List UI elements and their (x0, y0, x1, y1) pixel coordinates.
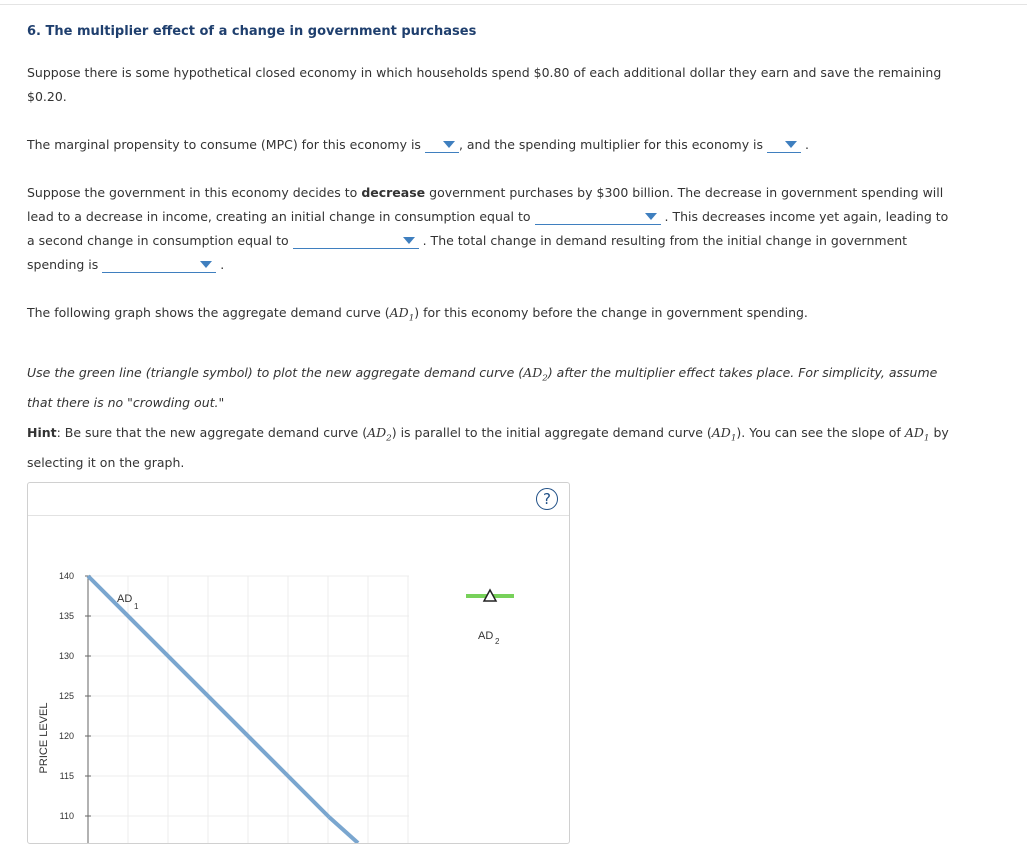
graph-panel (27, 482, 570, 844)
y-tick-label: 125 (58, 691, 74, 701)
top-divider (0, 4, 1027, 5)
chevron-down-icon (443, 141, 455, 148)
chevron-down-icon (785, 141, 797, 148)
instr-text-1: Use the green line (triangle symbol) to plot the new aggregate demand curve ( (27, 365, 524, 380)
hint-paragraph (27, 421, 957, 475)
ad1-curve-extension (329, 817, 358, 843)
instr-text-2: ) after the multiplier effect takes place. For simplicity, assume that there is no "crowding out." (27, 365, 938, 410)
multiplier-text: , and the spending multiplier for this economy is (458, 137, 764, 152)
chevron-down-icon (645, 213, 657, 220)
mpc-dropdown[interactable] (425, 137, 459, 153)
ad2-legend-label-sub: 2 (495, 637, 500, 646)
y-tick-label: 130 (58, 651, 74, 661)
intro-paragraph (27, 61, 957, 109)
gov-bold-decrease: decrease (361, 185, 426, 200)
hint-text-4: by selecting it on the graph. (27, 425, 949, 470)
ad1-math: $AD_1$ (904, 425, 930, 444)
ad2-math: $AD_2$ (523, 365, 548, 384)
gov-text-3: . This decreases income yet again, leading to a second change in consumption equal to (27, 209, 949, 248)
graph-desc-text-2: ) for this economy before the change in government spending. (414, 305, 808, 320)
graph-canvas[interactable] (28, 483, 569, 843)
government-paragraph (27, 181, 957, 277)
period: . (220, 257, 225, 272)
y-tick-label: 120 (58, 731, 74, 741)
ad1-curve-label-sub: 1 (134, 602, 139, 611)
intro-text: Suppose there is some hypothetical closed economy in which households spend $0.80 of each additional dollar they earn and save the remaining $0.20. (27, 65, 942, 104)
hint-label: Hint (27, 425, 57, 440)
gov-text-4: . The total change in demand resulting from the initial change in government spending is (27, 233, 908, 272)
y-tick-label: 135 (58, 611, 74, 621)
hint-text-3: ). You can see the slope of (736, 425, 901, 440)
y-axis-label: PRICE LEVEL (38, 702, 50, 774)
ad1-math: $AD_1$ (389, 305, 415, 324)
y-tick-label: 140 (58, 571, 74, 581)
ad1-math: $AD_1$ (711, 425, 737, 444)
period: . (805, 137, 809, 152)
initial-consumption-dropdown[interactable] (535, 209, 661, 225)
hint-text-1: : Be sure that the new aggregate demand curve ( (56, 425, 368, 440)
chevron-down-icon (200, 261, 212, 268)
y-tick-label: 110 (59, 811, 74, 821)
graph-description (27, 301, 957, 331)
y-tick-labels (59, 571, 74, 821)
mpc-sentence (27, 133, 957, 157)
second-consumption-dropdown[interactable] (293, 233, 419, 249)
question-title: 6. The multiplier effect of a change in government purchases (27, 24, 477, 39)
mpc-prefix: The marginal propensity to consume (MPC) for this economy is (27, 137, 421, 152)
gov-text-1: Suppose the government in this economy decides to (27, 185, 358, 200)
graph-desc-text-1: The following graph shows the aggregate demand curve ( (27, 305, 390, 320)
grid (88, 576, 409, 843)
chevron-down-icon (403, 237, 415, 244)
total-demand-dropdown[interactable] (102, 257, 216, 273)
instruction-paragraph (27, 361, 957, 415)
ad2-legend-tool[interactable] (466, 590, 514, 601)
help-icon[interactable]: ? (536, 488, 558, 510)
multiplier-dropdown[interactable] (767, 137, 801, 153)
y-tick-label: 115 (59, 771, 74, 781)
hint-text-2: ) is parallel to the initial aggregate demand curve ( (391, 425, 712, 440)
ad2-legend-label: AD (478, 630, 494, 642)
gov-text-2: government purchases by $300 billion. The decrease in government spending will lead to a decrease in income, creating an initial change in consumption equal to (27, 185, 944, 224)
ad1-curve-label: AD (117, 593, 133, 605)
ad2-math: $AD_2$ (367, 425, 392, 444)
